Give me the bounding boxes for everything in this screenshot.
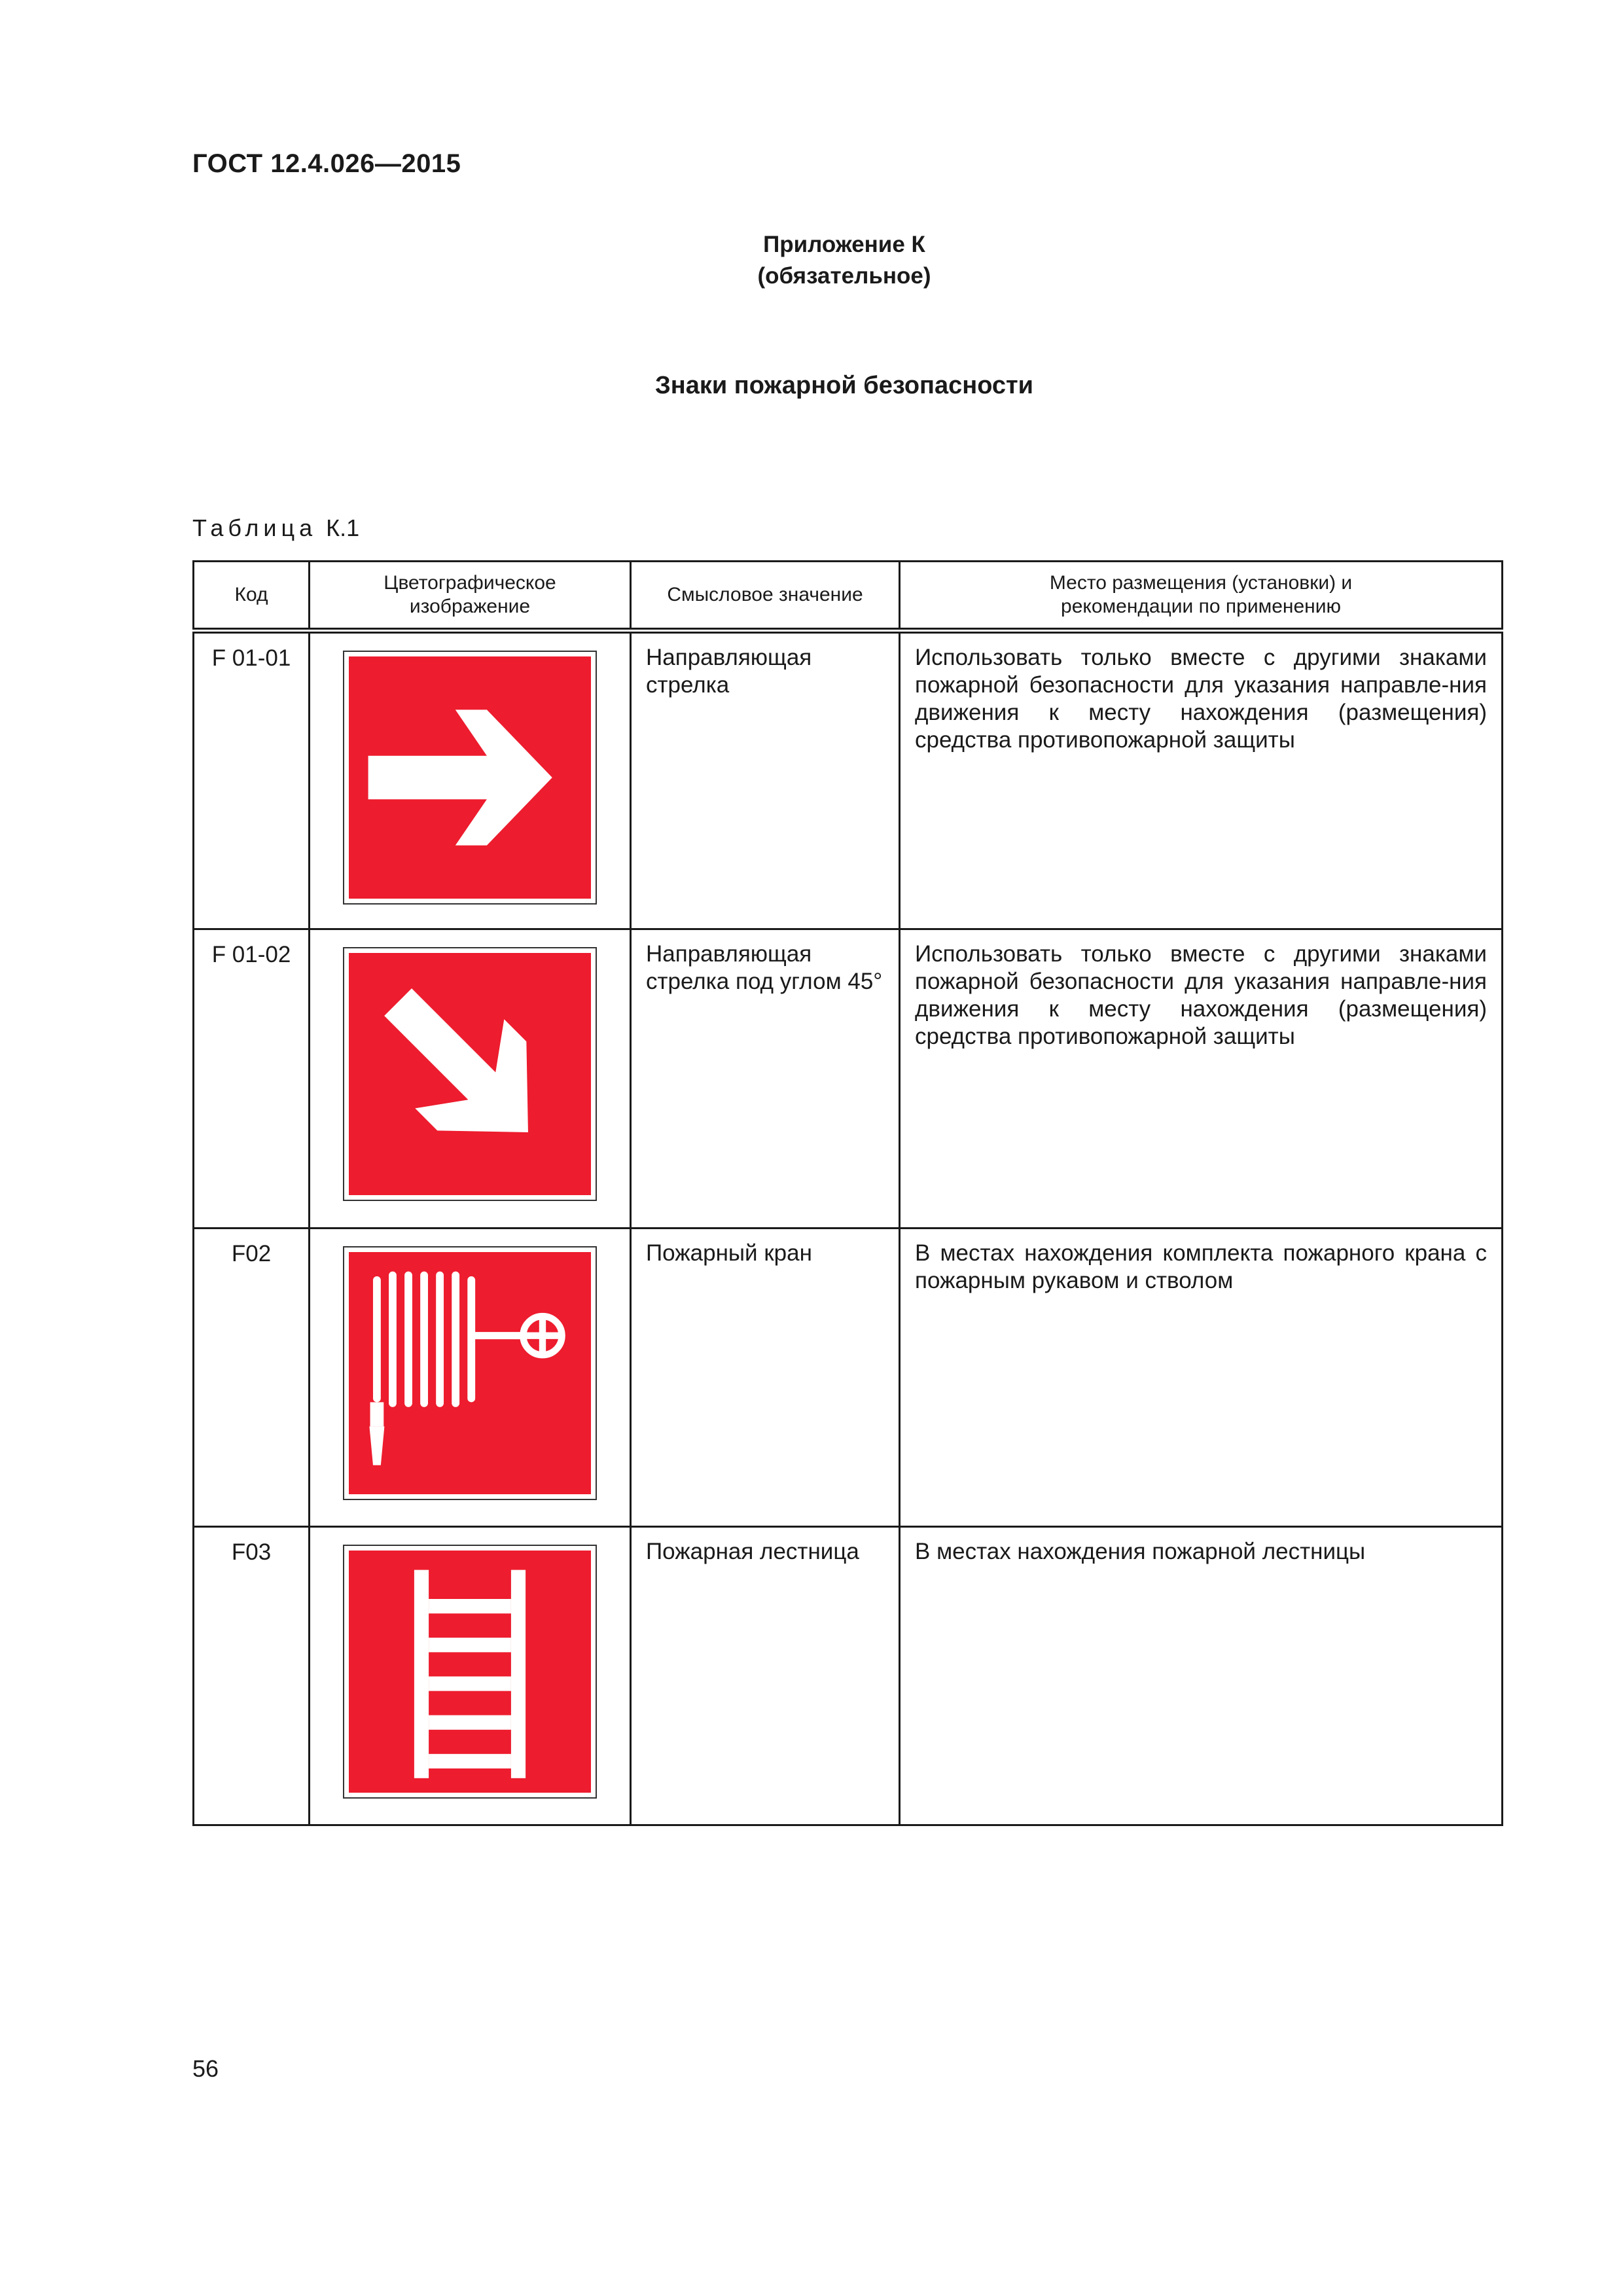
sign-code: F 01-01 [194,631,310,929]
sign-image-cell [310,1228,631,1526]
table-row [194,929,1503,1228]
column-header-placement: Место размещения (установки) и рекомендации по применению [900,562,1503,631]
sign-meaning: Пожарный кран [631,1228,900,1526]
sign-image-cell [310,631,631,929]
column-header-image: Цветографическое изображение [310,562,631,631]
sign-meaning: Направляющая стрелка под углом 45° [631,929,900,1228]
column-header-code: Код [194,562,310,631]
page-number: 56 [192,2055,219,2082]
sign-placement: В местах нахождения пожарной лестницы [900,1526,1503,1825]
fire-hose-reel-sign-icon [343,1246,597,1500]
table-row [194,1526,1503,1825]
section-title: Знаки пожарной безопасности [654,372,1034,399]
sign-code: F02 [194,1228,310,1526]
sign-placement: В местах нахождения комплекта пожарного крана с пожарным рукавом и стволом [900,1228,1503,1526]
table-caption [192,514,359,542]
sign-placement: Использовать только вместе с другими знаками пожарной безопасности для указания направле-ния движения к месту нахождения (размещения) средства противопожарной защиты [900,631,1503,929]
diagonal-arrow-sign-icon [343,947,597,1201]
right-arrow-sign-icon [343,651,597,905]
table-header-row [194,562,1503,631]
document-header: ГОСТ 12.4.026—2015 [192,149,461,178]
appendix-status: (обязательное) [757,263,931,289]
table-caption-number: К.1 [326,514,360,541]
sign-image-cell [310,929,631,1228]
fire-ladder-sign-icon [343,1545,597,1799]
sign-meaning: Направляющая стрелка [631,631,900,929]
sign-code: F 01-02 [194,929,310,1228]
appendix-heading [0,229,1623,292]
table-caption-word: Таблица [192,514,317,541]
fire-safety-signs-table [192,560,1503,1826]
appendix-title: Приложение К [763,232,925,257]
sign-placement: Использовать только вместе с другими знаками пожарной безопасности для указания направле-ния движения к месту нахождения (размещения) средства противопожарной защиты [900,929,1503,1228]
table-row [194,631,1503,929]
column-header-meaning: Смысловое значение [631,562,900,631]
table-row [194,1228,1503,1526]
sign-image-cell [310,1526,631,1825]
sign-code: F03 [194,1526,310,1825]
sign-meaning: Пожарная лестница [631,1526,900,1825]
